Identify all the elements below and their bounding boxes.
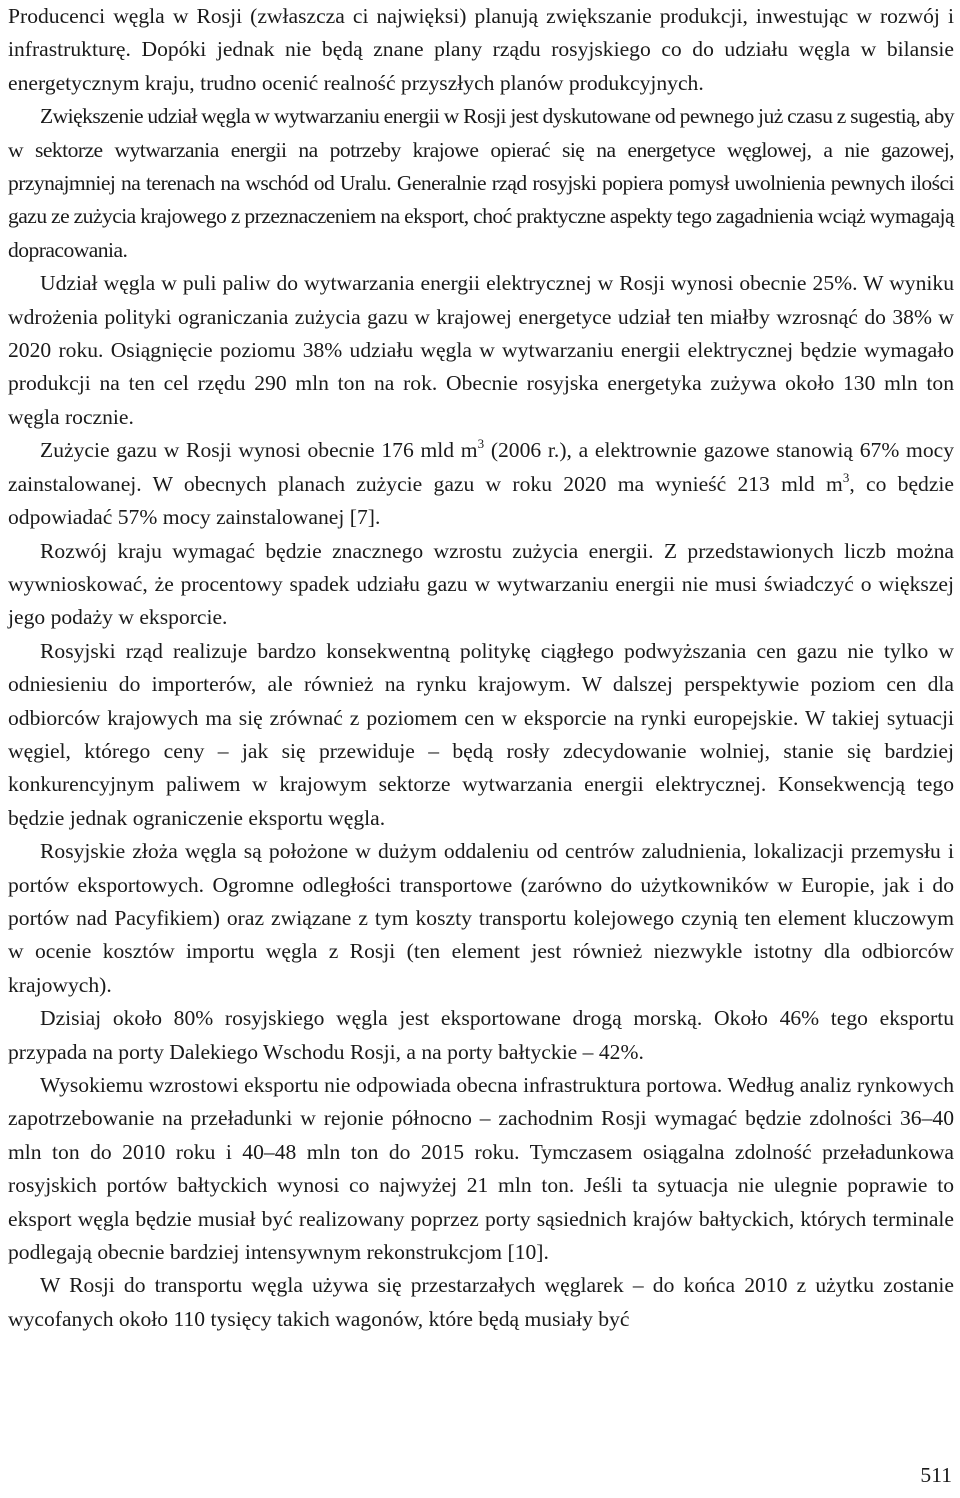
gas-text-c: , co będzie odpowiadać 57% mocy zainstalowanej [7]. <box>8 471 954 530</box>
page-number: 511 <box>920 1463 952 1487</box>
paragraph-coal-share-discussion: Zwiększenie udział węgla w wytwarzaniu energii w Rosji jest dyskutowane od pewnego już czasu z sugestią, aby w sektorze wytwarzania energii na potrzeby krajowe opierać się na energetyce węglowej, a nie gazowej, przynajmniej na terenach na wschód od Uralu. Generalnie rząd rosyjski popiera pomysł uwolnienia pewnych ilości gazu ze zużycia krajowego z przeznaczeniem na eksport, choć praktyczne aspekty tego zagadnienia wciąż wymagają dopracowania. <box>8 104 954 262</box>
paragraph-coal-producers: Producenci węgla w Rosji (zwłaszcza ci najwięksi) planują zwiększanie produkcji, inwestując w rozwój i infrastrukturę. Dopóki jednak nie będą znane plany rządu rosyjskiego co do udziału węgla w bilansie energetycznym kraju, trudno ocenić realność przyszłych planów produkcyjnych. <box>8 4 954 95</box>
paragraph-coal-deposits: Rosyjskie złoża węgla są położone w dużym oddaleniu od centrów zaludnienia, lokalizacji przemysłu i portów eksportowych. Ogromne odległości transportowe (zarówno do użytkowników w Europie, jak i do portów nad Pacyfikiem) oraz związane z tym koszty transportu kolejowego czynią ten element kluczowym w ocenie kosztów importu węgla z Rosji (ten element jest również niezwykle istotny dla odbiorców krajowych). <box>8 839 954 997</box>
paragraph-sea-export: Dzisiaj około 80% rosyjskiego węgla jest eksportowane drogą morską. Około 46% tego eksportu przypada na porty Dalekiego Wschodu Rosji, a na porty bałtyckie – 42%. <box>8 1006 954 1064</box>
gas-text-a: Zużycie gazu w Rosji wynosi obecnie 176 mld m <box>40 438 478 463</box>
paragraph-coal-share-stats: Udział węgla w puli paliw do wytwarzania energii elektrycznej w Rosji wynosi obecnie 25%. W wyniku wdrożenia polityki ograniczania zużycia gazu w krajowej energetyce udział ten miałby wzrosnąć do 38% w 2020 roku. Osiągnięcie poziomu 38% udziału węgla w wytwarzaniu energii elektrycznej będzie wymagało produkcji na ten cel rzędu 290 mln ton na rok. Obecnie rosyjska energetyka zużywa około 130 mln ton węgla rocznie. <box>8 271 954 429</box>
cubic-superscript: 3 <box>477 436 485 452</box>
page-body <box>8 0 954 1336</box>
paragraph-gas-consumption <box>8 434 954 534</box>
paragraph-port-infrastructure: Wysokiemu wzrostowi eksportu nie odpowiada obecna infrastruktura portowa. Według analiz rynkowych zapotrzebowanie na przeładunki w rejonie północno – zachodnim Rosji wymagać będzie zdolności 36–40 mln ton do 2010 roku i 40–48 mln ton do 2015 roku. Tymczasem osiągalna zdolność przeładunkowa rosyjskich portów bałtyckich wynosi co najwyżej 21 mln ton. Jeśli ta sytuacja nie ulegnie poprawie to eksport węgla będzie musiał być realizowany poprzez porty sąsiednich krajów bałtyckich, których terminale podlegają obecnie bardziej intensywnym rekonstrukcjom [10]. <box>8 1073 954 1265</box>
gas-text-b: (2006 r.), a elektrownie gazowe stanowią 67% mocy zainstalowanej. W obecnych planach zużycie gazu w roku 2020 ma wynieść 213 mld m <box>8 438 954 496</box>
paragraph-gas-prices: Rosyjski rząd realizuje bardzo konsekwentną politykę ciągłego podwyższania cen gazu nie tylko w odniesieniu do importerów, ale również na rynku krajowym. W dalszej perspektywie poziom cen dla odbiorców krajowych ma się zrównać z poziomem cen w eksporcie na rynki europejskie. W takiej sytuacji węgiel, którego ceny – jak się przewiduje – będą rosły zdecydowanie wolniej, stanie się bardziej konkurencyjnym paliwem w krajowym sektorze wytwarzania energii elektrycznej. Konsekwencją tego będzie jednak ograniczenie eksportu węgla. <box>8 638 954 830</box>
paragraph-energy-growth: Rozwój kraju wymagać będzie znacznego wzrostu zużycia energii. Z przedstawionych liczb można wywnioskować, że procentowy spadek udziału gazu w wytwarzaniu energii nie musi świadczyć o większej jego podaży w eksporcie. <box>8 538 954 630</box>
cubic-superscript: 3 <box>842 469 850 485</box>
paragraph-rail-wagons: W Rosji do transportu węgla używa się przestarzałych węglarek – do końca 2010 z użytku zostanie wycofanych około 110 tysięcy takich wagonów, które będą musiały być <box>8 1273 954 1331</box>
